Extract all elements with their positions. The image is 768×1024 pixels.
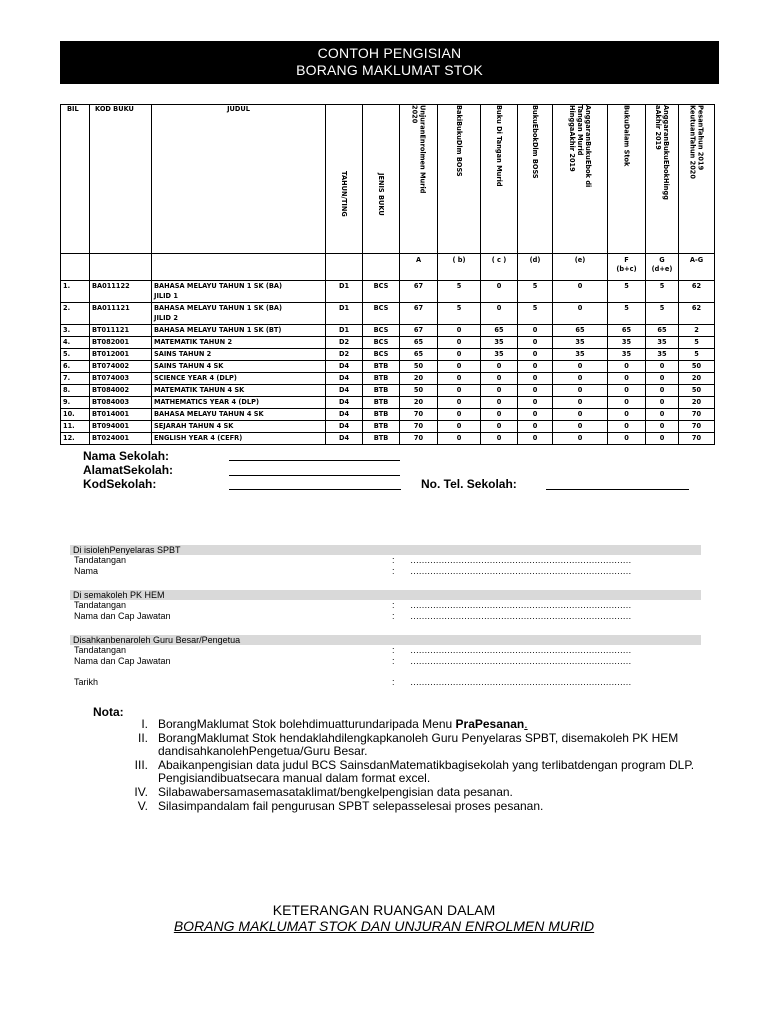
school-address-label: AlamatSekolah: <box>83 463 174 477</box>
cell-g: 65 <box>646 325 679 337</box>
cell-b: 0 <box>438 361 481 373</box>
name-row[interactable]: Nama dan Cap Jawatan : …………………………………………………………………… <box>74 656 631 666</box>
table-row <box>61 433 715 445</box>
cell-jenis: BCS <box>363 281 400 303</box>
cell-f: 65 <box>608 325 646 337</box>
cell-judul: SAINS TAHUN 4 SK <box>152 361 326 373</box>
cell-b: 0 <box>438 349 481 361</box>
cell-g: 35 <box>646 337 679 349</box>
section-pk-hem <box>70 590 701 622</box>
nota-text: Abaikanpengisian data judul BCS SainsdanMatematikbagisekolah yang terlibatdengan program DLP. Pengisiandibuatsecara manual dalam format excel. <box>158 758 695 785</box>
cell-d: 0 <box>518 325 553 337</box>
cell-b: 5 <box>438 281 481 303</box>
cell-judul: BAHASA MELAYU TAHUN 1 SK (BA) JILID 1 <box>152 281 326 303</box>
cell-c: 0 <box>481 397 518 409</box>
cell-tahun: D1 <box>326 325 363 337</box>
school-tel-label: No. Tel. Sekolah: <box>421 477 517 491</box>
cell-judul: MATHEMATICS YEAR 4 (DLP) <box>152 397 326 409</box>
cell-d: 0 <box>518 349 553 361</box>
cell-f: 35 <box>608 349 646 361</box>
cell-e: 0 <box>553 433 608 445</box>
cell-e: 0 <box>553 409 608 421</box>
cell-c: 0 <box>481 361 518 373</box>
cell-judul: BAHASA MELAYU TAHUN 4 SK <box>152 409 326 421</box>
cell-a: 67 <box>400 325 438 337</box>
cell-a: 70 <box>400 409 438 421</box>
cell-g: 0 <box>646 361 679 373</box>
cell-a: 65 <box>400 337 438 349</box>
cell-jenis: BCS <box>363 349 400 361</box>
col-tahun: TAHUN/TING <box>326 105 363 254</box>
cell-kod: BA011122 <box>90 281 152 303</box>
cell-jenis: BTB <box>363 421 400 433</box>
cell-a: 67 <box>400 303 438 325</box>
section-title: Disahkanbenaroleh Guru Besar/Pengetua <box>70 635 701 645</box>
sub-f: F (b+c) <box>608 254 646 281</box>
cell-b: 5 <box>438 303 481 325</box>
cell-bil: 10. <box>61 409 90 421</box>
cell-bil: 12. <box>61 433 90 445</box>
cell-d: 0 <box>518 337 553 349</box>
cell-e: 0 <box>553 397 608 409</box>
document-header <box>60 41 719 84</box>
cell-g: 35 <box>646 349 679 361</box>
cell-c: 0 <box>481 409 518 421</box>
cell-jenis: BTB <box>363 373 400 385</box>
col-unjuran: UnjuranEnrolmen Murid 2020 <box>400 105 438 254</box>
cell-c: 0 <box>481 303 518 325</box>
cell-f: 0 <box>608 397 646 409</box>
cell-e: 0 <box>553 373 608 385</box>
cell-bil: 6. <box>61 361 90 373</box>
table-row <box>61 385 715 397</box>
cell-f: 0 <box>608 361 646 373</box>
nota-number: III. <box>134 758 148 772</box>
cell-h: 70 <box>679 421 715 433</box>
school-address-line[interactable] <box>229 475 400 476</box>
cell-e: 35 <box>553 337 608 349</box>
table-row <box>61 337 715 349</box>
cell-e: 0 <box>553 281 608 303</box>
cell-kod: BT074002 <box>90 361 152 373</box>
cell-h: 70 <box>679 433 715 445</box>
cell-judul: MATEMATIK TAHUN 4 SK <box>152 385 326 397</box>
school-code-label: KodSekolah: <box>83 477 157 491</box>
cell-tahun: D1 <box>326 281 363 303</box>
table-row <box>61 325 715 337</box>
cell-judul: SCIENCE YEAR 4 (DLP) <box>152 373 326 385</box>
cell-kod: BT082001 <box>90 337 152 349</box>
cell-g: 0 <box>646 421 679 433</box>
cell-d: 0 <box>518 433 553 445</box>
cell-a: 50 <box>400 385 438 397</box>
table-subheader-row <box>61 254 715 281</box>
cell-d: 0 <box>518 361 553 373</box>
cell-judul: SEJARAH TAHUN 4 SK <box>152 421 326 433</box>
cell-c: 0 <box>481 421 518 433</box>
cell-e: 0 <box>553 385 608 397</box>
cell-jenis: BTB <box>363 409 400 421</box>
table-row <box>61 373 715 385</box>
cell-c: 0 <box>481 385 518 397</box>
table-row <box>61 361 715 373</box>
cell-g: 5 <box>646 281 679 303</box>
cell-b: 0 <box>438 421 481 433</box>
cell-kod: BT014001 <box>90 409 152 421</box>
footer-heading: KETERANGAN RUANGAN DALAM <box>272 902 496 918</box>
table-row <box>61 281 715 303</box>
section-penyelaras <box>70 545 701 577</box>
cell-kod: BA011121 <box>90 303 152 325</box>
table-row <box>61 349 715 361</box>
cell-a: 67 <box>400 281 438 303</box>
date-row[interactable]: Tarikh : …………………………………………………………………… <box>74 677 631 687</box>
nota-text: Silabawabersamasemasataklimat/bengkelpengisian data pesanan. <box>158 785 513 799</box>
cell-jenis: BTB <box>363 433 400 445</box>
stock-table <box>60 104 715 445</box>
cell-f: 0 <box>608 373 646 385</box>
cell-kod: BT094001 <box>90 421 152 433</box>
nota-number: II. <box>137 731 148 745</box>
cell-b: 0 <box>438 373 481 385</box>
cell-b: 0 <box>438 325 481 337</box>
cell-h: 20 <box>679 373 715 385</box>
cell-d: 0 <box>518 421 553 433</box>
nota-text: Silasimpandalam fail pengurusan SPBT selepasselesai proses pesanan. <box>158 799 544 813</box>
header-line-2: BORANG MAKLUMAT STOK <box>296 62 483 78</box>
cell-b: 0 <box>438 337 481 349</box>
cell-tahun: D4 <box>326 409 363 421</box>
nota-text: BorangMaklumat Stok hendaklahdilengkapkanoleh Guru Penyelaras SPBT, disemakoleh PK HEM dandisahkanolehPengetua/Guru Besar. <box>158 731 679 758</box>
nota-list <box>118 718 718 814</box>
cell-tahun: D4 <box>326 361 363 373</box>
col-eboss: BukuEbokDlm BOSS <box>518 105 553 254</box>
nota-number: V. <box>137 799 148 813</box>
cell-tahun: D4 <box>326 385 363 397</box>
cell-tahun: D4 <box>326 421 363 433</box>
cell-b: 0 <box>438 385 481 397</box>
cell-jenis: BTB <box>363 385 400 397</box>
cell-bil: 7. <box>61 373 90 385</box>
nota-item <box>118 759 718 785</box>
cell-tahun: D4 <box>326 397 363 409</box>
name-row[interactable]: Nama dan Cap Jawatan : …………………………………………………………………… <box>74 611 631 621</box>
cell-d: 0 <box>518 397 553 409</box>
cell-g: 0 <box>646 397 679 409</box>
signature-row[interactable]: Tandatangan : …………………………………………………………………… <box>74 555 631 565</box>
cell-judul: MATEMATIK TAHUN 2 <box>152 337 326 349</box>
school-name-label: Nama Sekolah: <box>83 449 170 463</box>
nota-item <box>118 800 718 813</box>
cell-d: 5 <box>518 281 553 303</box>
cell-g: 0 <box>646 385 679 397</box>
col-kod-buku: KOD BUKU <box>90 105 152 254</box>
nota-number: IV. <box>134 785 148 799</box>
cell-jenis: BCS <box>363 325 400 337</box>
cell-jenis: BCS <box>363 303 400 325</box>
nota-title: Nota: <box>93 705 124 719</box>
table-row <box>61 421 715 433</box>
col-jenis: JENIS BUKU <box>363 105 400 254</box>
cell-f: 0 <box>608 433 646 445</box>
cell-bil: 1. <box>61 281 90 303</box>
cell-d: 0 <box>518 385 553 397</box>
cell-h: 2 <box>679 325 715 337</box>
sub-c: ( c ) <box>481 254 518 281</box>
cell-h: 5 <box>679 337 715 349</box>
nota-number: I. <box>141 717 148 731</box>
cell-c: 35 <box>481 337 518 349</box>
signature-row[interactable]: Tandatangan : …………………………………………………………………… <box>74 645 631 655</box>
sub-a: A <box>400 254 438 281</box>
cell-e: 0 <box>553 303 608 325</box>
cell-h: 50 <box>679 361 715 373</box>
col-dalam-stok: BukuDalam Stok <box>608 105 646 254</box>
cell-h: 62 <box>679 281 715 303</box>
nota-tail: . <box>524 717 528 731</box>
cell-d: 0 <box>518 373 553 385</box>
cell-kod: BT084002 <box>90 385 152 397</box>
cell-bil: 2. <box>61 303 90 325</box>
cell-a: 70 <box>400 433 438 445</box>
section-guru-besar <box>70 635 701 688</box>
cell-e: 35 <box>553 349 608 361</box>
header-line-1: CONTOH PENGISIAN <box>317 45 462 61</box>
cell-f: 0 <box>608 385 646 397</box>
cell-h: 5 <box>679 349 715 361</box>
cell-kod: BT084003 <box>90 397 152 409</box>
cell-bil: 4. <box>61 337 90 349</box>
nota-text: BorangMaklumat Stok bolehdimuatturundaripada Menu <box>158 717 456 731</box>
cell-g: 0 <box>646 433 679 445</box>
cell-f: 0 <box>608 409 646 421</box>
cell-kod: BT024001 <box>90 433 152 445</box>
cell-tahun: D4 <box>326 433 363 445</box>
cell-tahun: D2 <box>326 349 363 361</box>
section-title: Di isiolehPenyelaras SPBT <box>70 545 701 555</box>
cell-a: 65 <box>400 349 438 361</box>
cell-h: 50 <box>679 385 715 397</box>
footer-subheading: BORANG MAKLUMAT STOK DAN UNJURAN ENROLMEN MURID <box>173 918 595 934</box>
cell-h: 70 <box>679 409 715 421</box>
cell-judul: BAHASA MELAYU TAHUN 1 SK (BT) <box>152 325 326 337</box>
cell-judul: SAINS TAHUN 2 <box>152 349 326 361</box>
cell-tahun: D2 <box>326 337 363 349</box>
school-tel-line[interactable] <box>546 489 689 490</box>
cell-kod: BT011121 <box>90 325 152 337</box>
cell-h: 62 <box>679 303 715 325</box>
cell-b: 0 <box>438 397 481 409</box>
cell-a: 20 <box>400 373 438 385</box>
col-anggaran-e: AnggaranBukuEbok di Tangan Murid HinggaAkhir 2019 <box>553 105 608 254</box>
cell-jenis: BCS <box>363 337 400 349</box>
sub-h: A-G <box>679 254 715 281</box>
nota-item <box>118 732 718 758</box>
cell-jenis: BTB <box>363 397 400 409</box>
col-tangan: Buku Di Tangan Murid <box>481 105 518 254</box>
cell-kod: BT012001 <box>90 349 152 361</box>
cell-a: 20 <box>400 397 438 409</box>
nota-item <box>118 786 718 799</box>
name-row[interactable]: Nama : …………………………………………………………………… <box>74 566 631 576</box>
col-pesan: PesanTahun 2019 KeutuanTahun 2020 <box>679 105 715 254</box>
col-baki: BakiBukuDlm BOSS <box>438 105 481 254</box>
cell-a: 70 <box>400 421 438 433</box>
sub-g: G (d+e) <box>646 254 679 281</box>
cell-bil: 9. <box>61 397 90 409</box>
table-row <box>61 397 715 409</box>
cell-bil: 8. <box>61 385 90 397</box>
cell-judul: ENGLISH YEAR 4 (CEFR) <box>152 433 326 445</box>
section-title: Di semakoleh PK HEM <box>70 590 701 600</box>
cell-b: 0 <box>438 433 481 445</box>
cell-c: 0 <box>481 433 518 445</box>
cell-g: 0 <box>646 409 679 421</box>
school-code-line[interactable] <box>229 489 401 490</box>
signature-row[interactable]: Tandatangan : …………………………………………………………………… <box>74 600 631 610</box>
school-name-line[interactable] <box>229 460 400 461</box>
cell-f: 0 <box>608 421 646 433</box>
cell-c: 65 <box>481 325 518 337</box>
cell-g: 0 <box>646 373 679 385</box>
cell-tahun: D1 <box>326 303 363 325</box>
cell-g: 5 <box>646 303 679 325</box>
cell-judul: BAHASA MELAYU TAHUN 1 SK (BA) JILID 2 <box>152 303 326 325</box>
col-anggaran-g: AnggaranBukuEbokHingg aAkhir 2019 <box>646 105 679 254</box>
cell-d: 0 <box>518 409 553 421</box>
cell-f: 5 <box>608 281 646 303</box>
cell-e: 65 <box>553 325 608 337</box>
cell-kod: BT074003 <box>90 373 152 385</box>
col-bil: BIL <box>61 105 90 254</box>
cell-jenis: BTB <box>363 361 400 373</box>
table-header-row <box>61 105 715 254</box>
sub-b: ( b) <box>438 254 481 281</box>
nota-menu-link: PraPesanan <box>455 717 525 731</box>
col-judul: JUDUL <box>152 105 326 254</box>
cell-f: 5 <box>608 303 646 325</box>
cell-c: 0 <box>481 281 518 303</box>
cell-c: 0 <box>481 373 518 385</box>
nota-item <box>118 718 718 731</box>
table-row <box>61 409 715 421</box>
cell-tahun: D4 <box>326 373 363 385</box>
cell-bil: 3. <box>61 325 90 337</box>
cell-e: 0 <box>553 421 608 433</box>
table-row <box>61 303 715 325</box>
cell-bil: 5. <box>61 349 90 361</box>
cell-e: 0 <box>553 361 608 373</box>
sub-e: (e) <box>553 254 608 281</box>
cell-c: 35 <box>481 349 518 361</box>
cell-h: 20 <box>679 397 715 409</box>
cell-f: 35 <box>608 337 646 349</box>
cell-d: 5 <box>518 303 553 325</box>
cell-b: 0 <box>438 409 481 421</box>
cell-a: 50 <box>400 361 438 373</box>
cell-bil: 11. <box>61 421 90 433</box>
sub-d: (d) <box>518 254 553 281</box>
school-info <box>83 449 173 491</box>
